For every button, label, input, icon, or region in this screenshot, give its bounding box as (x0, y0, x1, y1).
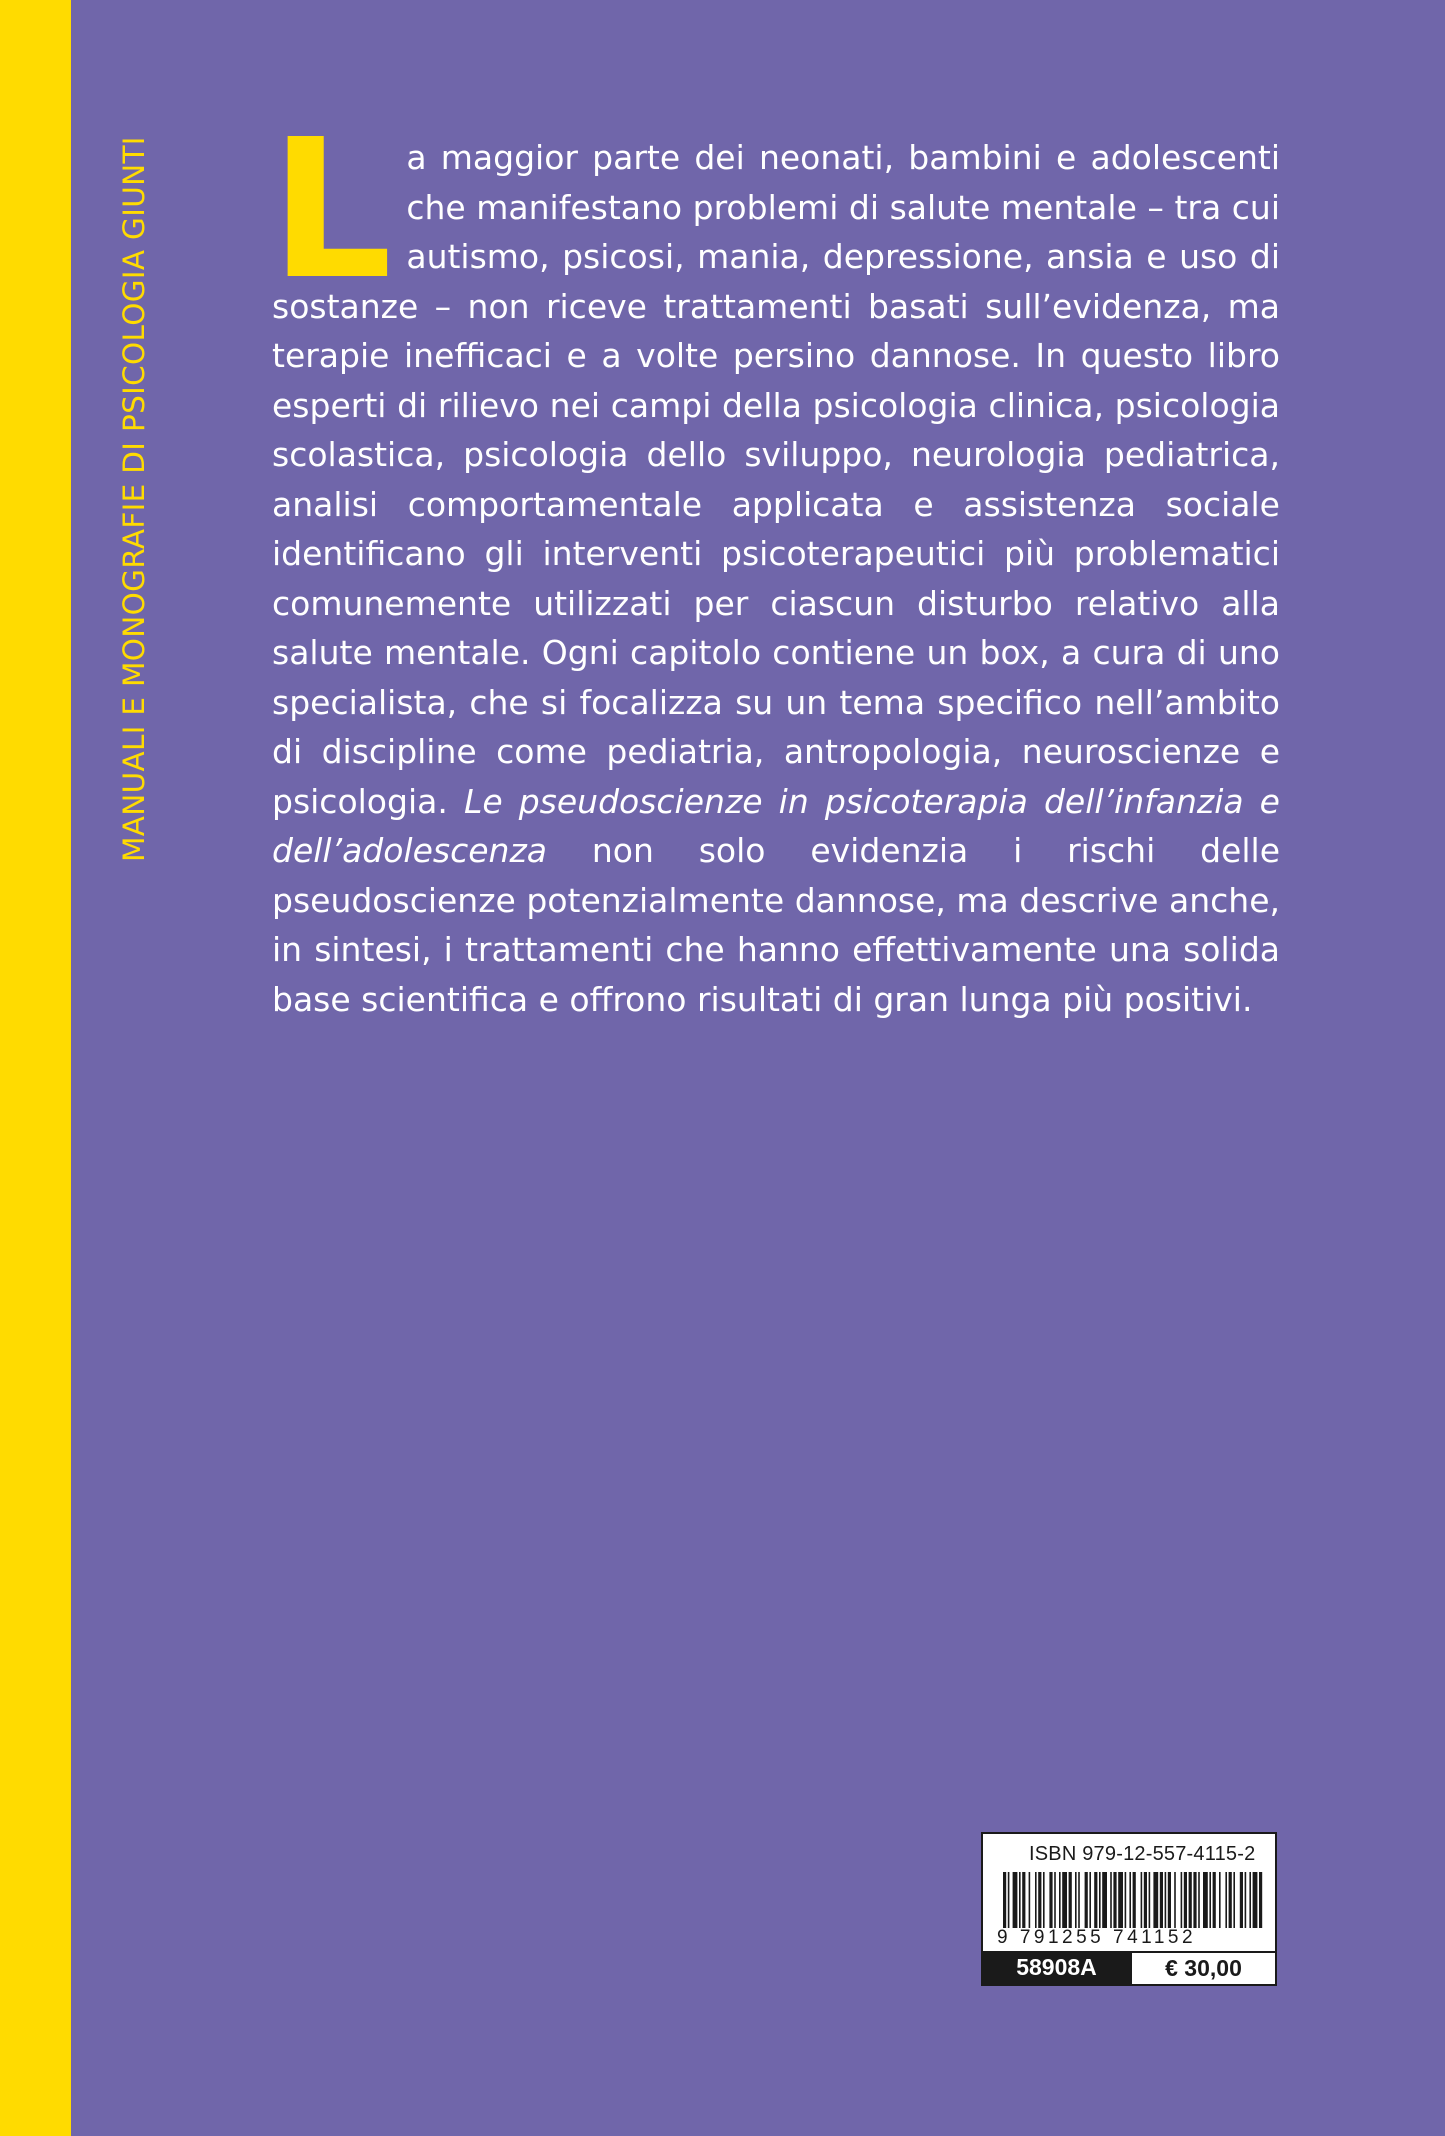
isbn-number: ISBN 979-12-557-4115-2 (1029, 1843, 1256, 1865)
barcode-stripe (1203, 1872, 1208, 1928)
barcode-stripe (1174, 1872, 1176, 1928)
barcode-stripe (1038, 1872, 1041, 1928)
barcode-stripe (1075, 1872, 1077, 1928)
barcode-stripe (1118, 1872, 1123, 1928)
barcode-stripe (1022, 1872, 1025, 1928)
barcode-stripe (1240, 1872, 1243, 1928)
barcode-stripe (1008, 1872, 1010, 1928)
barcode-box (981, 1832, 1277, 1986)
series-label: MANUALI E MONOGRAFIE DI PSICOLOGIA GIUNTI (117, 136, 151, 862)
barcode-stripe (1144, 1872, 1147, 1928)
barcode-stripe (1094, 1872, 1097, 1928)
barcode-stripe (1029, 1872, 1031, 1928)
barcode-stripe (1085, 1872, 1088, 1928)
barcode-stripe (1233, 1872, 1235, 1928)
book-title: Le pseudoscienze in psicoterapia dell’infanzia e dell’adolescenza (272, 781, 1280, 870)
price-label: € 30,00 (1130, 1951, 1275, 1984)
barcode-stripe (1133, 1872, 1136, 1928)
barcode-stripe (1110, 1872, 1112, 1928)
product-code: 58908A (983, 1951, 1130, 1984)
barcode-stripe (1049, 1872, 1052, 1928)
blurb-paragraph (270, 99, 1280, 1024)
barcode-stripe (1069, 1872, 1072, 1928)
barcode-stripe (1153, 1872, 1158, 1928)
barcode-stripe (1181, 1872, 1183, 1928)
barcode-stripe (1253, 1872, 1258, 1928)
blurb-text-2: non solo evidenzia i rischi delle pseudoscienze potenzialmente dannose, ma descrive anche, in sintesi, i trattamenti che hanno effettivamente una solida base scientifica e offrono risultati di gran lunga più positivi. (272, 831, 1280, 1019)
barcode-stripe (1078, 1872, 1080, 1928)
drop-cap: L (270, 99, 393, 322)
barcode-stripe (1013, 1872, 1018, 1928)
barcode-stripe (1249, 1872, 1251, 1928)
barcode-stripe (1003, 1872, 1006, 1928)
spine-accent-bar (0, 0, 71, 2136)
barcode-stripe (1125, 1872, 1127, 1928)
barcode-stripe (1193, 1872, 1196, 1928)
barcode-stripe (1165, 1872, 1167, 1928)
barcode-digits: 9 791255 741152 (997, 1927, 1197, 1948)
barcode-stripe (1149, 1872, 1151, 1928)
barcode-stripe (1059, 1872, 1061, 1928)
barcode-stripe (1141, 1872, 1143, 1928)
barcode-stripe (1198, 1872, 1200, 1928)
barcode-stripe (1035, 1872, 1037, 1928)
barcode-stripe (1102, 1872, 1107, 1928)
barcode-stripe (1259, 1872, 1262, 1928)
barcode-image (997, 1872, 1269, 1928)
barcode-stripe (1019, 1872, 1021, 1928)
barcode-stripe (1129, 1872, 1131, 1928)
barcode-stripe (1043, 1872, 1045, 1928)
barcode-stripe (1219, 1872, 1221, 1928)
barcode-stripe (1099, 1872, 1101, 1928)
barcode-stripe (1184, 1872, 1187, 1928)
barcode-stripe (1089, 1872, 1091, 1928)
blurb-text-1: a maggior parte dei neonati, bambini e adolescenti che manifestano problemi di salute mentale – tra cui autismo, psicosi, mania, depressione, ansia e uso di sostanze – non riceve trattamenti basati sull’evidenza, ma terapie inefficaci e a volte persino dannose. In questo libro esperti di rilievo nei campi della psicologia clinica, psicologia scolastica, psicologia dello sviluppo, neurologia pediatrica, analisi comportamentale applicata e assistenza sociale identificano gli interventi psicoterapeutici più problematici comunemente utilizzati per ciascun disturbo relativo alla salute mentale. Ogni capitolo contiene un box, a cura di uno specialista, che si focalizza su un tema specifico nell’ambito di discipline come pediatria, antropologia, neuroscienze e psicologia. (272, 138, 1280, 821)
barcode-stripe (1225, 1872, 1227, 1928)
barcode-stripe (1168, 1872, 1171, 1928)
barcode-stripe (1229, 1872, 1232, 1928)
back-cover-blurb (270, 99, 1280, 1024)
barcode-stripe (1062, 1872, 1067, 1928)
barcode-stripe (1189, 1872, 1192, 1928)
barcode-stripe (1209, 1872, 1211, 1928)
barcode-stripe (1245, 1872, 1247, 1928)
barcode-stripe (1054, 1872, 1056, 1928)
barcode-stripe (1113, 1872, 1116, 1928)
barcode-stripe (1213, 1872, 1216, 1928)
barcode-stripe (1160, 1872, 1163, 1928)
